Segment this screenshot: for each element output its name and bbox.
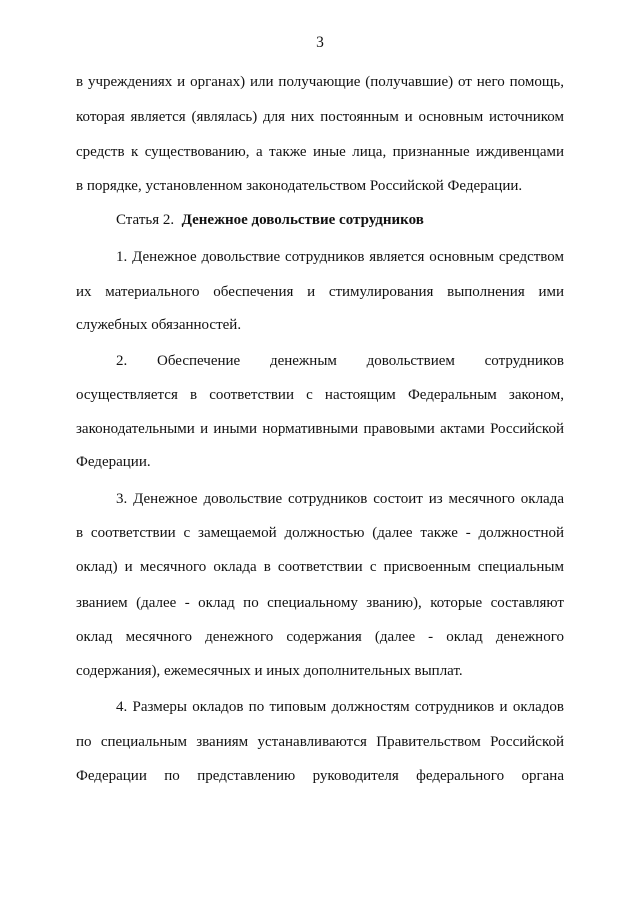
intro-line: средств к существованию, а также иные лица, признанные иждивенцами bbox=[76, 144, 564, 160]
paragraph-line: содержания), ежемесячных и иных дополнительных выплат. bbox=[76, 663, 463, 679]
paragraph-line: 2. Обеспечение денежным довольствием сотрудников bbox=[116, 353, 564, 369]
intro-line: в порядке, установленном законодательством Российской Федерации. bbox=[76, 178, 523, 194]
page-number: 3 bbox=[316, 34, 324, 51]
paragraph-line: по специальным званиям устанавливаются Правительством Российской bbox=[76, 734, 564, 750]
paragraph-line: Федерации по представлению руководителя федерального органа bbox=[76, 768, 564, 784]
article-number: Статья 2. bbox=[116, 212, 175, 228]
intro-line: которая является (являлась) для них постоянным и основным источником bbox=[76, 109, 564, 125]
paragraph-line: законодательными и иными нормативными правовыми актами Российской bbox=[76, 421, 564, 437]
paragraph-line: служебных обязанностей. bbox=[76, 317, 242, 333]
paragraph-line: званием (далее - оклад по специальному званию), которые составляют bbox=[76, 595, 564, 611]
paragraph-line: Федерации. bbox=[76, 454, 151, 470]
paragraph-line: 1. Денежное довольствие сотрудников является основным средством bbox=[116, 249, 564, 265]
paragraph-line: в соответствии с замещаемой должностью (далее также - должностной bbox=[76, 525, 564, 541]
intro-line: в учреждениях и органах) или получающие (получавшие) от него помощь, bbox=[76, 74, 564, 90]
paragraph-line: их материального обеспечения и стимулирования выполнения ими bbox=[76, 284, 564, 300]
article-title: Денежное довольствие сотрудников bbox=[181, 212, 424, 228]
paragraph-line: оклад) и месячного оклада в соответствии с присвоенным специальным bbox=[76, 559, 564, 575]
paragraph-line: осуществляется в соответствии с настоящим Федеральным законом, bbox=[76, 387, 564, 403]
paragraph-line: 3. Денежное довольствие сотрудников состоит из месячного оклада bbox=[116, 491, 564, 507]
article-heading bbox=[116, 210, 564, 230]
paragraph-line: оклад месячного денежного содержания (далее - оклад денежного bbox=[76, 629, 564, 645]
paragraph-line: 4. Размеры окладов по типовым должностям сотрудников и окладов bbox=[116, 699, 564, 715]
